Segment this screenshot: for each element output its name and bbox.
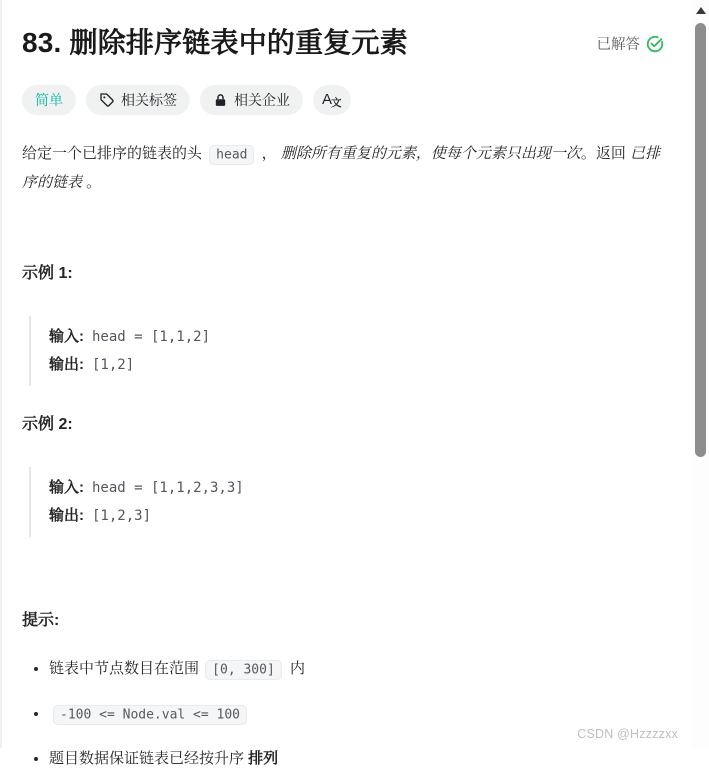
constraint-item xyxy=(49,701,664,727)
related-companies-button[interactable] xyxy=(200,85,303,115)
scrollbar-thumb[interactable] xyxy=(695,23,706,457)
input-label: 输入: xyxy=(49,479,84,496)
scroll-up-arrow-icon[interactable] xyxy=(696,7,706,14)
input-value: head = [1,1,2] xyxy=(92,329,211,345)
lock-icon xyxy=(213,93,228,108)
input-label: 输入: xyxy=(49,328,84,345)
output-value: [1,2,3] xyxy=(92,508,152,524)
statement-text: 。返回 xyxy=(580,145,631,162)
problem-header xyxy=(22,27,664,59)
example-2-input xyxy=(49,474,664,502)
solved-status xyxy=(597,33,665,54)
statement-text: 给定一个已排序的链表的头 xyxy=(22,145,207,162)
constraints-title: 提示: xyxy=(22,612,60,629)
example-2-block xyxy=(29,467,664,537)
constraint-code: [0, 300] xyxy=(205,660,282,680)
example-2-title: 示例 2: xyxy=(22,416,73,433)
statement-text: ， xyxy=(257,145,281,162)
page-title: 83. 删除排序链表中的重复元素 xyxy=(22,27,408,58)
constraints-list xyxy=(22,656,664,771)
inline-code-head: head xyxy=(209,145,254,165)
related-companies-label: 相关企业 xyxy=(234,92,290,108)
tag-icon xyxy=(99,92,115,108)
example-2-output xyxy=(49,502,664,530)
solved-status-label: 已解答 xyxy=(596,37,640,53)
constraint-code: -100 <= Node.val <= 100 xyxy=(53,705,247,725)
translate-button[interactable] xyxy=(313,85,351,115)
check-circle-icon xyxy=(646,35,664,53)
example-1-output xyxy=(49,351,664,379)
constraint-bold-text: 排列 xyxy=(248,750,279,767)
statement-emphasis: 删除所有重复的元素，使每个元素只出现一次 xyxy=(280,145,581,162)
statement-text: 。 xyxy=(82,174,102,191)
example-1-block xyxy=(29,316,664,386)
example-1-input xyxy=(49,323,664,351)
constraint-text: 链表中节点数目在范围 xyxy=(49,660,204,677)
difficulty-badge: 简单 xyxy=(22,85,76,115)
problem-statement xyxy=(22,140,664,197)
related-tags-button[interactable] xyxy=(86,85,190,115)
related-tags-label: 相关标签 xyxy=(121,92,177,108)
scrollbar-track[interactable] xyxy=(692,0,709,748)
output-label: 输出: xyxy=(49,507,84,524)
constraint-text: 题目数据保证链表已经按升序 xyxy=(49,750,249,767)
tags-row xyxy=(22,85,664,115)
example-1-title: 示例 1: xyxy=(22,265,73,282)
constraint-text: 内 xyxy=(285,660,305,677)
constraint-item xyxy=(49,746,664,771)
translate-icon: A 文 xyxy=(322,90,342,109)
constraint-item xyxy=(49,656,664,682)
output-value: [1,2] xyxy=(92,357,135,373)
watermark: CSDN @Hzzzzxx xyxy=(577,727,678,741)
input-value: head = [1,1,2,3,3] xyxy=(92,480,244,496)
statement-emphasis: 已排序的链表 xyxy=(22,145,661,191)
output-label: 输出: xyxy=(49,356,84,373)
